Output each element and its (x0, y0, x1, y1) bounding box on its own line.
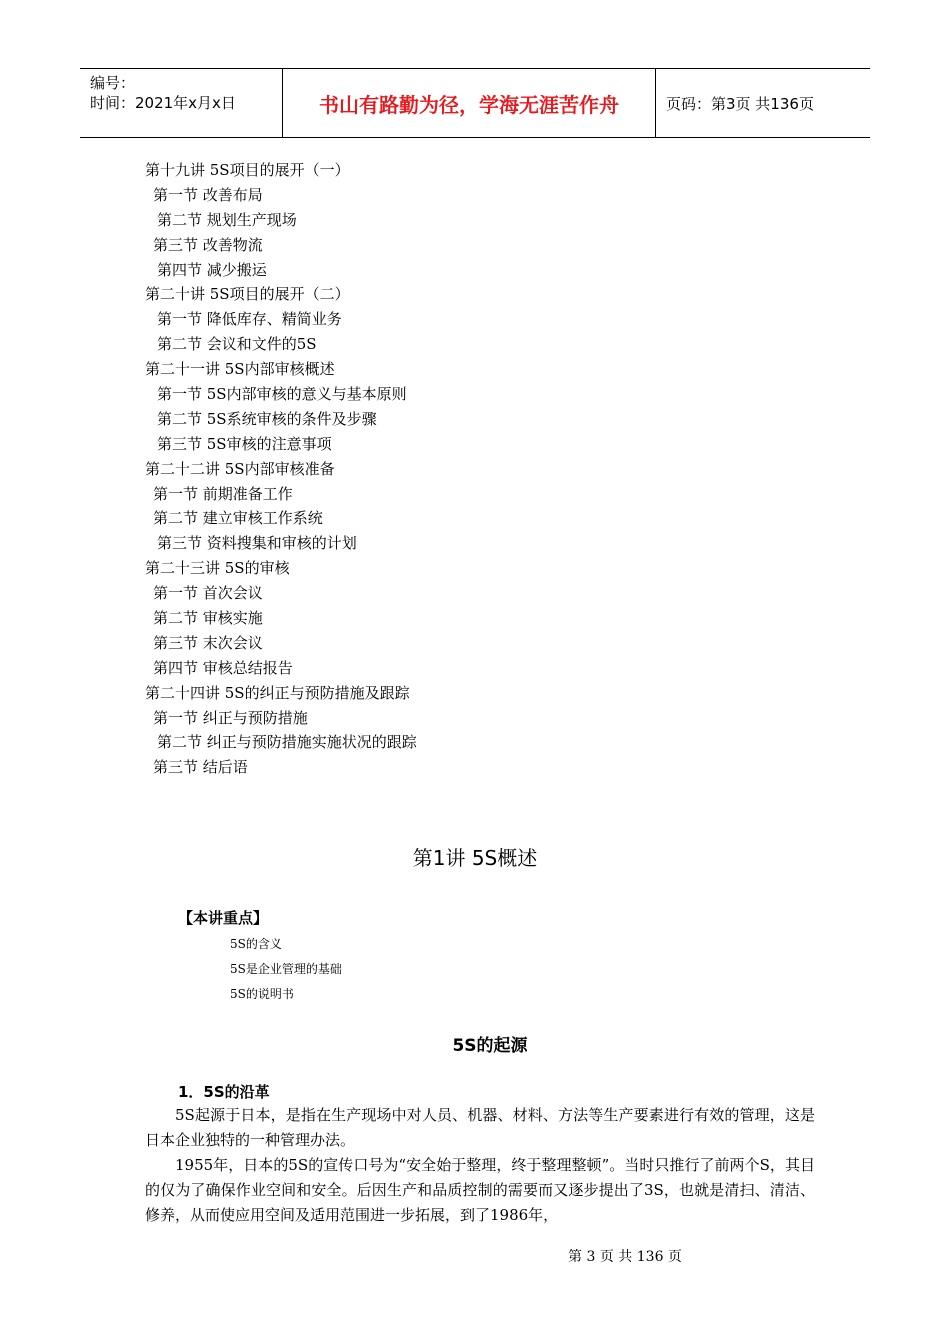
toc-chapter: 第二十二讲 5S内部审核准备 (145, 459, 335, 478)
toc-section: 第二节 5S系统审核的条件及步骤 (157, 409, 377, 428)
page-footer: 第 3 页 共 136 页 (568, 1249, 682, 1265)
toc-section: 第二节 建立审核工作系统 (153, 509, 323, 528)
toc-chapter: 第二十四讲 5S的纠正与预防措施及跟踪 (145, 683, 410, 702)
toc-section: 第二节 规划生产现场 (157, 210, 297, 229)
document-number-label: 编号： (90, 74, 136, 92)
toc-section: 第二节 审核实施 (153, 609, 263, 628)
keypoints-list (230, 932, 342, 1007)
toc-section: 第一节 改善布局 (153, 185, 263, 204)
toc-section: 第一节 纠正与预防措施 (153, 708, 308, 727)
keypoint-item: 5S的说明书 (230, 987, 294, 1001)
toc-chapter: 第二十三讲 5S的审核 (145, 559, 290, 578)
body-paragraph: 5S起源于日本，是指在生产现场中对人员、机器、材料、方法等生产要素进行有效的管理，这是日本企业独特的一种管理办法。 (145, 1106, 815, 1149)
section-subhead: 1．5S的沿革 (178, 1083, 270, 1101)
toc-chapter: 第二十讲 5S项目的展开（二） (145, 285, 350, 304)
table-of-contents (145, 158, 745, 780)
toc-section: 第三节 资料搜集和审核的计划 (157, 534, 357, 553)
toc-chapter: 第二十一讲 5S内部审核概述 (145, 360, 335, 379)
toc-section: 第二节 会议和文件的5S (157, 335, 317, 354)
toc-section: 第二节 纠正与预防措施实施状况的跟踪 (157, 733, 417, 752)
toc-section: 第一节 5S内部审核的意义与基本原则 (157, 385, 407, 404)
header-meta (80, 69, 282, 137)
toc-chapter: 第十九讲 5S项目的展开（一） (145, 161, 350, 179)
toc-section: 第三节 5S审核的注意事项 (157, 434, 332, 453)
keypoints-label: 【本讲重点】 (178, 909, 269, 927)
section-title: 5S的起源 (452, 1036, 528, 1056)
keypoint-item: 5S是企业管理的基础 (230, 962, 342, 976)
toc-section: 第四节 减少搬运 (157, 260, 267, 279)
document-time-label: 时间：2021年x月x日 (90, 94, 236, 112)
toc-section: 第一节 首次会议 (153, 584, 263, 603)
toc-section: 第三节 改善物流 (153, 235, 263, 254)
header-page-info: 页码：第3页 共136页 (666, 94, 814, 113)
keypoint-item: 5S的含义 (230, 937, 282, 951)
lecture-title: 第1讲 5S概述 (412, 846, 538, 870)
toc-section: 第三节 末次会议 (153, 633, 263, 652)
toc-section: 第三节 结后语 (153, 758, 248, 777)
page-header (80, 68, 870, 138)
toc-section: 第一节 前期准备工作 (153, 484, 293, 503)
toc-section: 第四节 审核总结报告 (153, 658, 293, 677)
body-paragraph: 1955年，日本的5S的宣传口号为“安全始于整理，终于整理整顿”。当时只推行了前两个S，其目的仅为了确保作业空间和安全。后因生产和品质控制的需要而又逐步提出了3S，也就是清扫、清洁、修养，从而使应用空间及适用范围进一步拓展，到了1986年， (145, 1156, 815, 1224)
section-body (145, 1103, 815, 1228)
toc-section: 第一节 降低库存、精简业务 (157, 310, 342, 329)
header-motto: 书山有路勤为径，学海无涯苦作舟 (282, 69, 656, 137)
